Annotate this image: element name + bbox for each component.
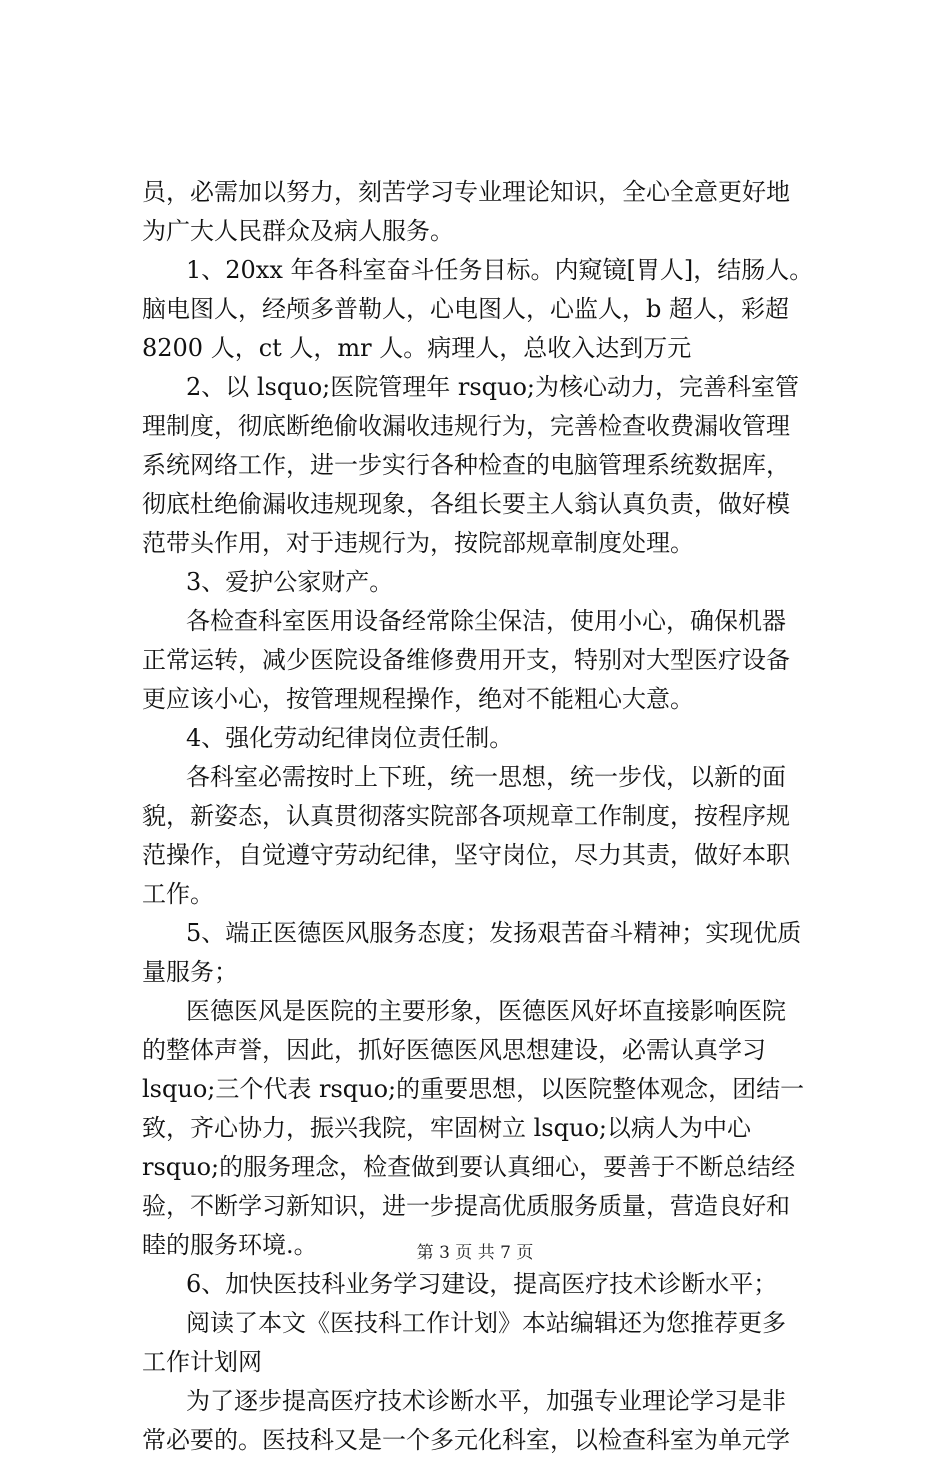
text-line: 范操作，自觉遵守劳动纪律，坚守岗位，尽力其责，做好本职 (142, 841, 790, 869)
text-line: 为广大人民群众及病人服务。 (142, 217, 454, 245)
text-line: 量服务； (142, 958, 238, 986)
text-line: 2、以 lsquo;医院管理年 rsquo;为核心动力，完善科室管 (186, 373, 800, 401)
text-line: 工作计划网 (142, 1348, 262, 1376)
text-line: 各检查科室医用设备经常除尘保洁，使用小心，确保机器 (186, 607, 786, 635)
text-line: 彻底杜绝偷漏收违规现象，各组长要主人翁认真负责，做好模 (142, 490, 790, 518)
text-line: 医德医风是医院的主要形象，医德医风好坏直接影响医院 (186, 997, 786, 1025)
text-line: 3、爱护公家财产。 (186, 568, 394, 596)
page-number: 第 3 页 共 7 页 (416, 1243, 534, 1263)
text-line: 系统网络工作，进一步实行各种检查的电脑管理系统数据库， (142, 451, 790, 479)
text-line: 员，必需加以努力，刻苦学习专业理论知识，全心全意更好地 (142, 178, 790, 206)
text-line: 理制度，彻底断绝偷收漏收违规行为，完善检查收费漏收管理 (142, 412, 790, 440)
text-line: 貌，新姿态，认真贯彻落实院部各项规章工作制度，按程序规 (142, 802, 790, 830)
text-line: 范带头作用，对于违规行为，按院部规章制度处理。 (142, 529, 694, 557)
text-line: 更应该小心，按管理规程操作，绝对不能粗心大意。 (142, 685, 694, 713)
text-line: rsquo;的服务理念，检查做到要认真细心，要善于不断总结经 (142, 1153, 796, 1181)
text-line: 验，不断学习新知识，进一步提高优质服务质量，营造良好和 (142, 1192, 790, 1220)
text-line: 致，齐心协力，振兴我院，牢固树立 lsquo;以病人为中心 (142, 1114, 751, 1142)
text-line: 5、端正医德医风服务态度；发扬艰苦奋斗精神；实现优质 (186, 919, 802, 947)
text-line: 为了逐步提高医疗技术诊断水平，加强专业理论学习是非 (186, 1387, 786, 1415)
body-text (142, 173, 832, 1460)
text-line: 的整体声誉，因此，抓好医德医风思想建设，必需认真学习 (142, 1036, 766, 1064)
text-line: lsquo;三个代表 rsquo;的重要思想，以医院整体观念，团结一 (142, 1075, 805, 1103)
text-line: 1、20xx 年各科室奋斗任务目标。内窥镜[胃人]，结肠人。 (186, 256, 814, 284)
text-line: 工作。 (142, 880, 214, 908)
text-line: 常必要的。医技科又是一个多元化科室，以检查科室为单元学 (142, 1426, 790, 1454)
text-line: 8200 人，ct 人，mr 人。病理人，总收入达到万元 (142, 334, 692, 362)
text-line: 各科室必需按时上下班，统一思想，统一步伐，以新的面 (186, 763, 786, 791)
text-line: 睦的服务环境.。 (142, 1231, 318, 1259)
text-line: 正常运转，减少医院设备维修费用开支，特别对大型医疗设备 (142, 646, 790, 674)
text-line: 阅读了本文《医技科工作计划》本站编辑还为您推荐更多 (186, 1309, 786, 1337)
text-line: 脑电图人，经颅多普勒人，心电图人，心监人，b 超人，彩超 (142, 295, 789, 323)
text-line: 6、加快医技科业务学习建设，提高医疗技术诊断水平； (186, 1270, 778, 1298)
text-line: 4、强化劳动纪律岗位责任制。 (186, 724, 514, 752)
